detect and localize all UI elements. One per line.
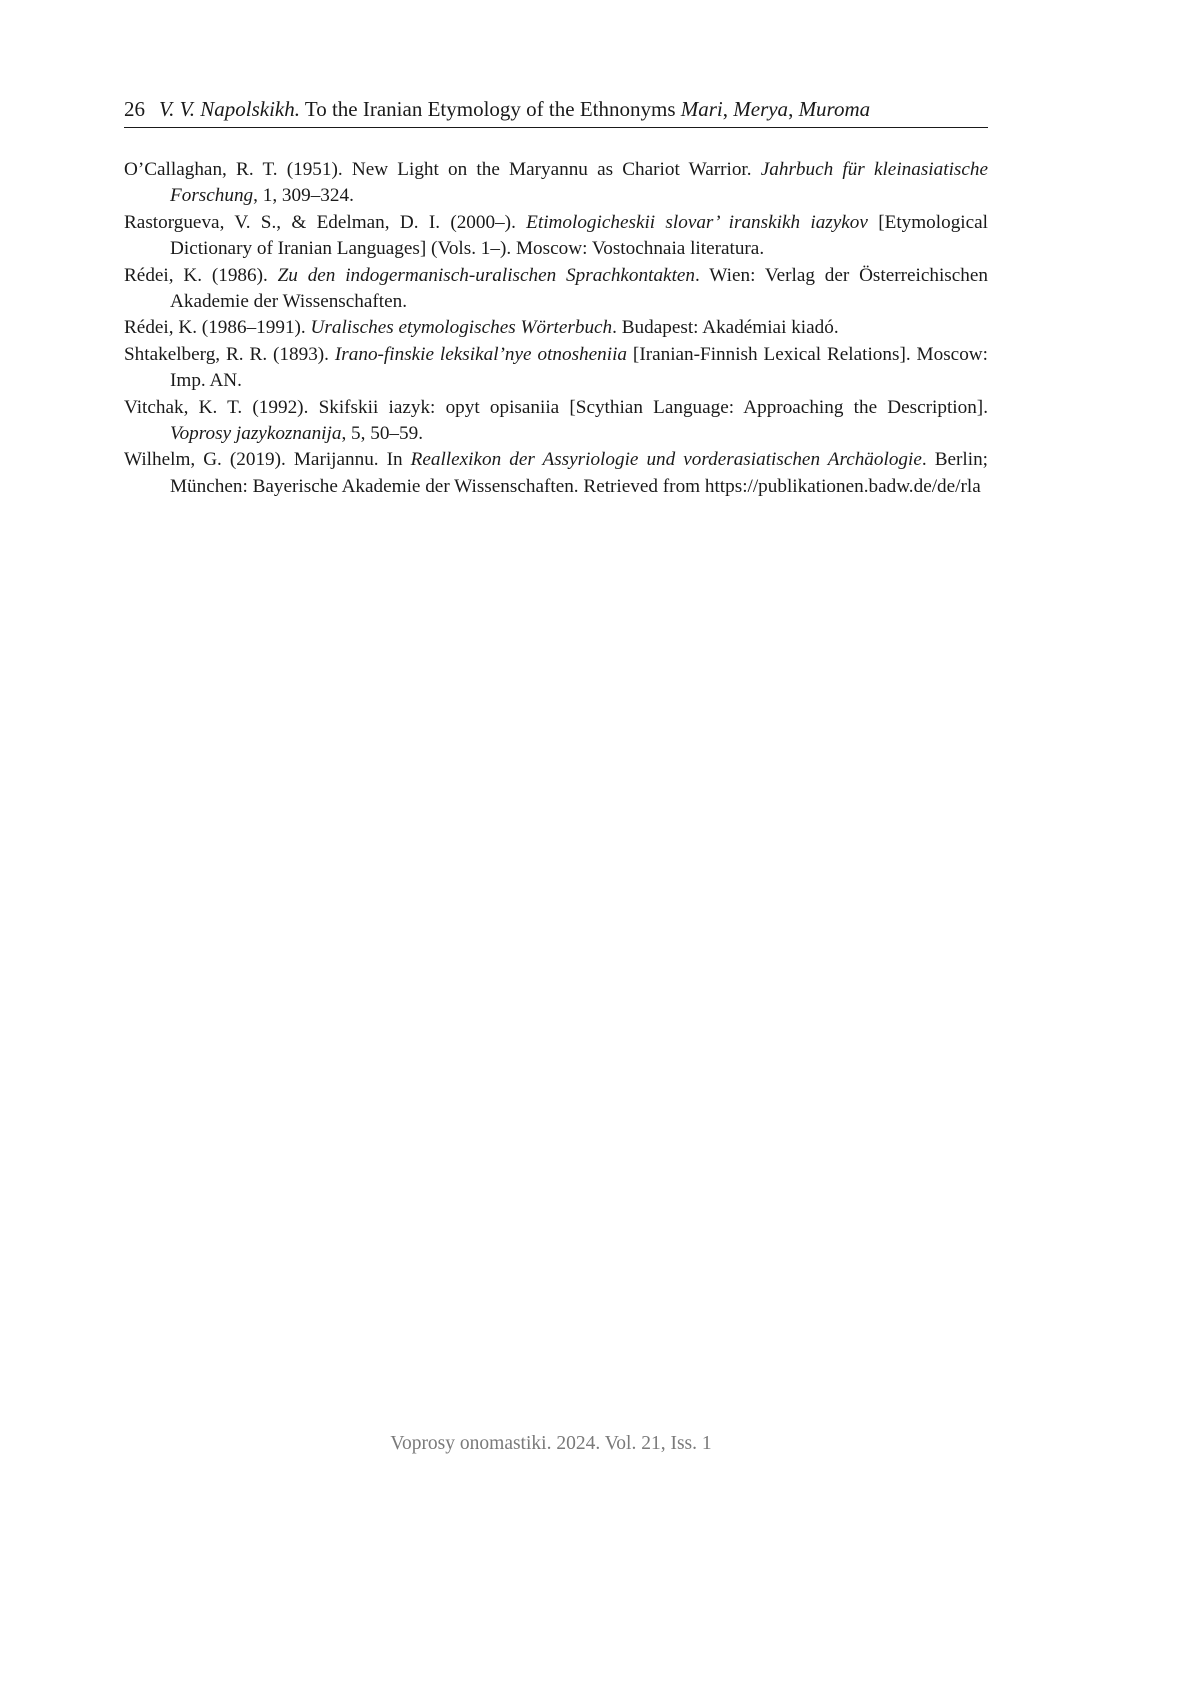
reference-entry (124, 157, 988, 210)
running-header (124, 94, 988, 128)
reference-text: Vitchak, K. T. (1992). Skifskii iazyk: opyt opisaniia [Scythian Language: Approaching the Description]. (124, 396, 988, 418)
reference-entry (124, 315, 988, 341)
reference-text: O’Callaghan, R. T. (1951). New Light on the Maryannu as Chariot Warrior. (124, 159, 761, 180)
reference-italic-title: Voprosy jazykoznanija (170, 423, 342, 445)
page-number: 26 (124, 97, 145, 121)
reference-entry (124, 342, 988, 395)
journal-footer: Voprosy onomastiki. 2024. Vol. 21, Iss. 1 (390, 1433, 712, 1454)
reference-entry (124, 447, 988, 500)
reference-text: [Etymological Dictionary of Iranian Languages] (Vols. 1–). Moscow: Vostochnaia literatura. (170, 211, 988, 260)
header-separator: , (788, 97, 799, 121)
header-author: V. V. Napolskikh. (159, 97, 300, 121)
reference-list (124, 157, 988, 500)
reference-italic-title: Etimologicheskii slovar’ iranskikh iazykov (526, 211, 868, 233)
header-ethnonym-muroma: Muroma (798, 97, 871, 121)
header-ethnonym-mari: Mari (680, 97, 723, 121)
reference-text: . Budapest: Akadémiai kiadó. (612, 317, 839, 339)
reference-text: Rédei, K. (1986). (124, 264, 278, 286)
reference-italic-title: Uralisches etymologisches Wörterbuch (310, 317, 613, 339)
reference-italic-title: Irano-finskie leksikal’nye otnosheniia (334, 343, 628, 365)
reference-text: Rédei, K. (1986–1991). (124, 317, 311, 339)
reference-text: Rastorgueva, V. S., & Edelman, D. I. (2000–). (124, 211, 527, 233)
reference-entry (124, 395, 988, 448)
header-separator: , (722, 97, 734, 121)
reference-text: Shtakelberg, R. R. (1893). (124, 343, 335, 365)
header-ethnonym-merya: Merya (733, 97, 789, 121)
reference-text: [Iranian-Finnish Lexical Relations]. Moscow: Imp. AN. (170, 343, 988, 392)
reference-text: Wilhelm, G. (2019). Marijannu. In (124, 449, 411, 471)
header-title: To the Iranian Etymology of the Ethnonyms (304, 97, 676, 121)
reference-italic-title: Jahrbuch für kleinasiatische Forschung (170, 159, 988, 207)
reference-entry (124, 263, 988, 316)
reference-text: , 5, 50–59. (341, 423, 423, 445)
reference-italic-title: Reallexikon der Assyriologie und vorderasiatischen Archäologie (410, 449, 922, 471)
reference-text: , 1, 309–324. (253, 185, 354, 207)
reference-entry (124, 210, 988, 263)
reference-italic-title: Zu den indogermanisch-uralischen Sprachkontakten (277, 264, 696, 286)
reference-text: . Wien: Verlag der Österreichischen Akademie der Wissenschaften. (170, 264, 988, 313)
reference-text: . Berlin; München: Bayerische Akademie der Wissenschaften. Retrieved from https://publikationen.badw.de/de/rla (170, 449, 988, 497)
